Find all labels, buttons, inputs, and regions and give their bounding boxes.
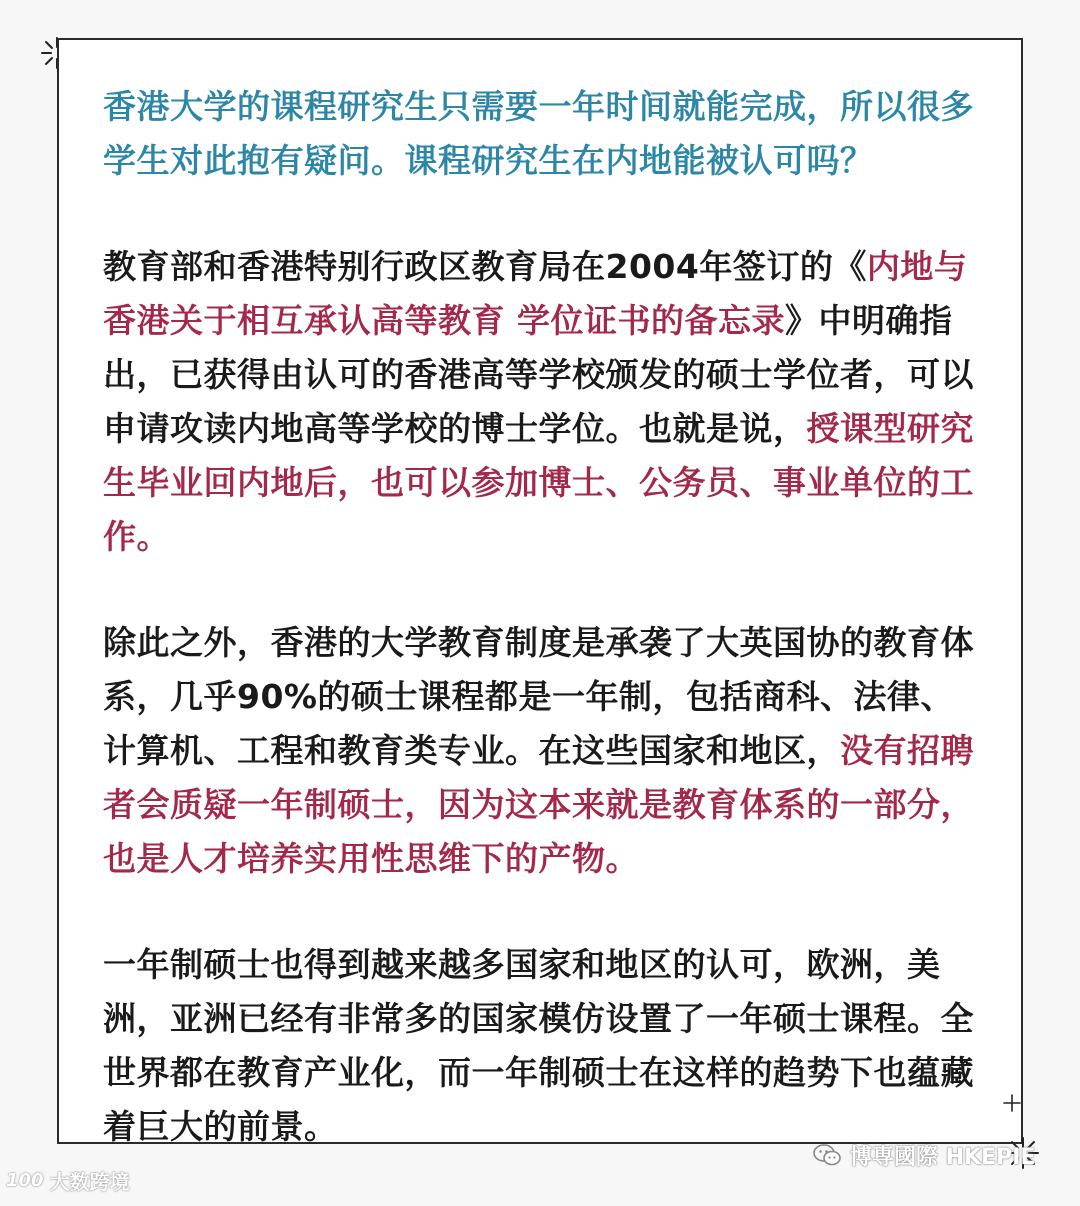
paragraph-1-highlight-b: 授课型研究生毕业回内地后，也可以参加博士、公务员、事业单位的工作。 xyxy=(103,409,974,556)
paragraph-3-text: 一年制硕士也得到越来越多国家和地区的认可，欧洲，美洲，亚洲已经有非常多的国家模仿设置了一年硕士课程。全世界都在教育产业化，而一年制硕士在这样的趋势下也蕴藏着巨大的前景。 xyxy=(103,945,974,1146)
paragraph-2-text-a: 除此之外，香港的大学教育制度是承袭了大英国协的教育体系，几乎90%的硕士课程都是一年制，包括商科、法律、计算机、工程和教育类专业。在这些国家和地区， xyxy=(103,623,974,770)
source-watermark-text: 博専國際 HKEPIE xyxy=(850,1144,1036,1170)
paragraph-2-highlight-a: 没有招聘者会质疑一年制硕士，因为这本来就是教育体系的一部分，也是人才培养实用性思维下的产物。 xyxy=(103,731,974,878)
paragraph-2 xyxy=(103,616,983,886)
question-paragraph xyxy=(103,80,983,188)
paragraph-1 xyxy=(103,240,983,564)
platform-watermark-text: 大数跨境 xyxy=(49,1169,130,1194)
wechat-icon xyxy=(812,1142,842,1168)
article-body xyxy=(103,80,983,1206)
paragraph-1-text-b: 》中明确指出，已获得由认可的香港高等学校颁发的硕士学位者，可以申请攻读内地高等学校的博士学位。也就是说， xyxy=(103,301,974,448)
paragraph-1-text-a: 教育部和香港特别行政区教育局在2004年签订的《 xyxy=(103,247,867,286)
platform-watermark xyxy=(6,1163,130,1197)
source-watermark xyxy=(812,1138,1036,1172)
paragraph-1-highlight-a: 内地与香港关于相互承认高等教育 学位证书的备忘录 xyxy=(103,247,968,340)
small-sparkle-icon xyxy=(1002,1093,1022,1113)
platform-logo-mark: 100 xyxy=(6,1169,44,1191)
question-text: 香港大学的课程研究生只需要一年时间就能完成，所以很多学生对此抱有疑问。课程研究生在内地能被认可吗？ xyxy=(103,87,974,180)
paragraph-3 xyxy=(103,938,983,1154)
